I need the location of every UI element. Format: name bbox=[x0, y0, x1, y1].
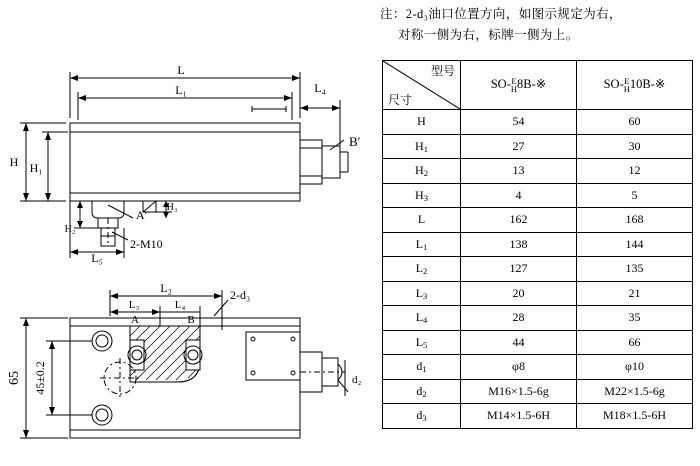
row-label: $L_1$ bbox=[383, 232, 461, 257]
table-row bbox=[383, 355, 693, 380]
cell-value: 12 bbox=[577, 159, 693, 184]
table-row bbox=[383, 134, 693, 159]
row-label: $d_1$ bbox=[383, 355, 461, 380]
row-label: $L_4$ bbox=[383, 306, 461, 331]
table-row bbox=[383, 159, 693, 184]
label-B: B bbox=[187, 314, 195, 326]
table-col-header-2: SO-E H10B-※ bbox=[577, 61, 693, 110]
cell-value: M14×1.5-6H bbox=[461, 404, 577, 429]
label-L4-bottom: L₄ bbox=[174, 299, 186, 311]
cell-value: 21 bbox=[577, 281, 693, 306]
dimension-table bbox=[382, 60, 692, 429]
cell-value: 54 bbox=[461, 110, 577, 135]
dimension-table-element bbox=[382, 60, 693, 429]
table-row bbox=[383, 404, 693, 429]
label-H3: H₃ bbox=[166, 202, 178, 213]
cell-value: 144 bbox=[577, 232, 693, 257]
note-line-1: 注：2-d₃油口位置方向，如图示规定为右， bbox=[380, 7, 622, 21]
cell-value: 135 bbox=[577, 257, 693, 282]
cell-value: M22×1.5-6g bbox=[577, 379, 693, 404]
row-label: $L_3$ bbox=[383, 281, 461, 306]
cell-value: 30 bbox=[577, 134, 693, 159]
cell-value: 66 bbox=[577, 330, 693, 355]
table-header-row bbox=[383, 61, 693, 110]
table-row bbox=[383, 257, 693, 282]
table-row bbox=[383, 232, 693, 257]
label-L4-top: L₄ bbox=[314, 81, 326, 95]
row-label: $L_2$ bbox=[383, 257, 461, 282]
label-65: 65 bbox=[7, 371, 22, 385]
cell-value: φ8 bbox=[461, 355, 577, 380]
label-L3: L₃ bbox=[128, 299, 140, 311]
cell-value: 20 bbox=[461, 281, 577, 306]
label-A-prime: A′ bbox=[136, 208, 148, 222]
cell-value: φ10 bbox=[577, 355, 693, 380]
label-2-M10: 2-M10 bbox=[130, 237, 163, 251]
row-label: $d_2$ bbox=[383, 379, 461, 404]
row-label: $L_5$ bbox=[383, 330, 461, 355]
table-corner-model-label: 型号 bbox=[430, 64, 455, 78]
row-label: $H_2$ bbox=[383, 159, 461, 184]
cell-value: 13 bbox=[461, 159, 577, 184]
cell-value: 138 bbox=[461, 232, 577, 257]
table-corner-cell bbox=[383, 61, 461, 110]
table-row bbox=[383, 306, 693, 331]
table-corner-size-label: 尺寸 bbox=[388, 93, 413, 107]
label-L5: L₅ bbox=[91, 251, 103, 265]
label-H1: H₁ bbox=[29, 161, 43, 175]
row-label: L bbox=[383, 208, 461, 233]
label-L1: L₁ bbox=[175, 83, 187, 97]
cell-value: 4 bbox=[461, 183, 577, 208]
label-B-prime: B′ bbox=[349, 134, 361, 149]
cell-value: 27 bbox=[461, 134, 577, 159]
table-row bbox=[383, 183, 693, 208]
table-row bbox=[383, 110, 693, 135]
row-label: $H_3$ bbox=[383, 183, 461, 208]
table-col-header-1: SO-E H8B-※ bbox=[461, 61, 577, 110]
cell-value: M16×1.5-6g bbox=[461, 379, 577, 404]
label-d2: d₂ bbox=[352, 374, 362, 386]
row-label: $d_3$ bbox=[383, 404, 461, 429]
table-row bbox=[383, 281, 693, 306]
cell-value: 162 bbox=[461, 208, 577, 233]
label-L2: L₂ bbox=[160, 281, 172, 295]
label-H: H bbox=[9, 155, 19, 169]
cell-value: M18×1.5-6H bbox=[577, 404, 693, 429]
label-L: L bbox=[177, 63, 185, 77]
cell-value: 127 bbox=[461, 257, 577, 282]
label-2-d3: 2-d₃ bbox=[230, 288, 251, 302]
table-body bbox=[383, 110, 693, 429]
table-row bbox=[383, 379, 693, 404]
cell-value: 168 bbox=[577, 208, 693, 233]
row-label: $H_1$ bbox=[383, 134, 461, 159]
cell-value: 35 bbox=[577, 306, 693, 331]
label-A: A bbox=[131, 314, 139, 326]
label-H2: H₂ bbox=[64, 224, 76, 235]
table-row bbox=[383, 208, 693, 233]
cell-value: 60 bbox=[577, 110, 693, 135]
top-view-body bbox=[70, 123, 300, 201]
note-line-2: 对称一侧为右，标牌一侧为上。 bbox=[398, 28, 579, 42]
cell-value: 28 bbox=[461, 306, 577, 331]
cell-value: 5 bbox=[577, 183, 693, 208]
label-45-tol: 45±0.2 bbox=[33, 361, 47, 395]
row-label: H bbox=[383, 110, 461, 135]
table-row bbox=[383, 330, 693, 355]
note-block bbox=[380, 4, 698, 46]
cell-value: 44 bbox=[461, 330, 577, 355]
